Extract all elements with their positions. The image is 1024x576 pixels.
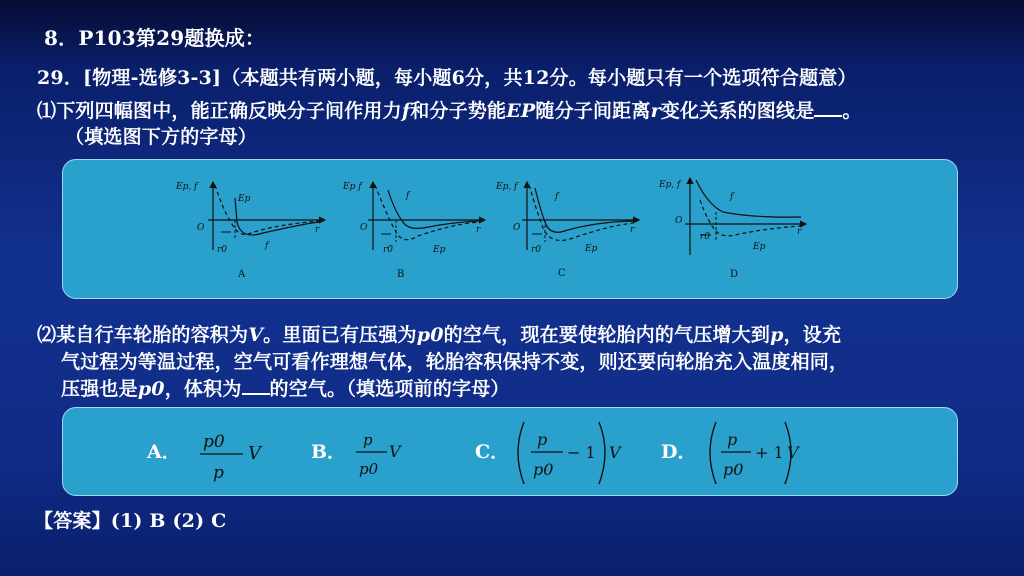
option-d-den: p0 — [723, 460, 744, 479]
answer-line: 【答案】(1) B (2) C — [34, 510, 227, 532]
graph-a — [175, 182, 325, 280]
option-b-num: p — [363, 431, 373, 449]
slide-title: 8．P103第29题换成： — [44, 26, 266, 50]
option-c-tail: V — [609, 443, 621, 462]
graph-d-r0: r0 — [700, 232, 711, 242]
q2-line3: 压强也是p0，体积为 的空气。（填选项前的字母） — [61, 378, 510, 400]
graph-b-r0: r0 — [383, 245, 394, 255]
q1-line2: （填选图下方的字母） — [65, 126, 258, 148]
question-header: 29．[物理-选修3-3]（本题共有两小题，每小题6分，共12分。每小题只有一个选项符合题意） — [37, 67, 857, 89]
q2-line1: ⑵某自行车轮胎的容积为V。里面已有压强为p0的空气，现在要使轮胎内的气压增大到p，设充 — [37, 324, 842, 346]
option-d-op: + 1 — [755, 443, 784, 462]
graphs-panel — [62, 159, 958, 299]
graph-c-r: r — [630, 225, 635, 235]
graph-d-r: r — [797, 227, 802, 237]
option-d-num: p — [727, 430, 738, 449]
option-a-num: p0 — [203, 432, 225, 452]
option-a-tail: V — [248, 443, 261, 464]
graph-a-r0: r0 — [217, 245, 228, 255]
option-d-label: D． — [661, 441, 697, 463]
graph-b-ylabel: Ep f — [343, 182, 362, 192]
option-b-label: B． — [311, 441, 347, 463]
graph-b-ep-label: Ep — [433, 245, 446, 255]
option-c-den: p0 — [533, 460, 554, 479]
graph-a-f-label: f — [265, 241, 269, 251]
graph-c-f-label: f — [555, 192, 559, 202]
graph-d-ep-label: Ep — [753, 242, 766, 252]
graph-d-f-label: f — [730, 192, 734, 202]
graph-b-origin: O — [360, 223, 368, 233]
graph-c-r0: r0 — [531, 245, 542, 255]
graph-d — [658, 178, 806, 280]
q1-line1: ⑴下列四幅图中，能正确反映分子间作用力f和分子势能EP随分子间距离r变化关系的图线是 。 — [37, 100, 862, 122]
option-c-op: − 1 — [567, 443, 596, 462]
graph-d-origin: O — [675, 216, 683, 226]
graph-a-ylabel: Ep, f — [176, 182, 198, 192]
graph-c-ylabel: Ep, f — [496, 182, 518, 192]
graph-b-r: r — [476, 225, 481, 235]
option-c-num: p — [537, 430, 548, 449]
graph-b-f-label: f — [406, 191, 410, 201]
answer-blank — [814, 99, 842, 117]
options-svg — [63, 408, 957, 495]
graph-c — [495, 182, 639, 279]
graph-a-r: r — [315, 225, 320, 235]
volume-blank — [242, 377, 270, 395]
option-a-den: p — [213, 463, 224, 483]
graph-a-letter: A — [238, 269, 246, 280]
q2-line2: 气过程为等温过程，空气可看作理想气体，轮胎容积保持不变，则还要向轮胎充入温度相同， — [61, 351, 849, 373]
graph-a-origin: O — [197, 223, 205, 233]
graph-b — [342, 182, 485, 280]
graph-a-ep-label: Ep — [238, 194, 251, 204]
graphs-svg — [63, 160, 957, 298]
option-b-den: p0 — [359, 460, 379, 478]
option-d-tail: V — [787, 443, 799, 462]
option-b-tail: V — [389, 442, 401, 461]
options-panel — [62, 407, 958, 496]
graph-b-letter: B — [397, 269, 405, 280]
graph-c-origin: O — [513, 223, 521, 233]
graph-c-letter: C — [558, 268, 566, 279]
option-c-label: C． — [475, 441, 510, 463]
graph-d-ylabel: Ep, f — [659, 180, 681, 190]
option-a-label: A． — [147, 441, 181, 463]
graph-c-ep-label: Ep — [585, 244, 598, 254]
graph-d-letter: D — [730, 269, 739, 280]
